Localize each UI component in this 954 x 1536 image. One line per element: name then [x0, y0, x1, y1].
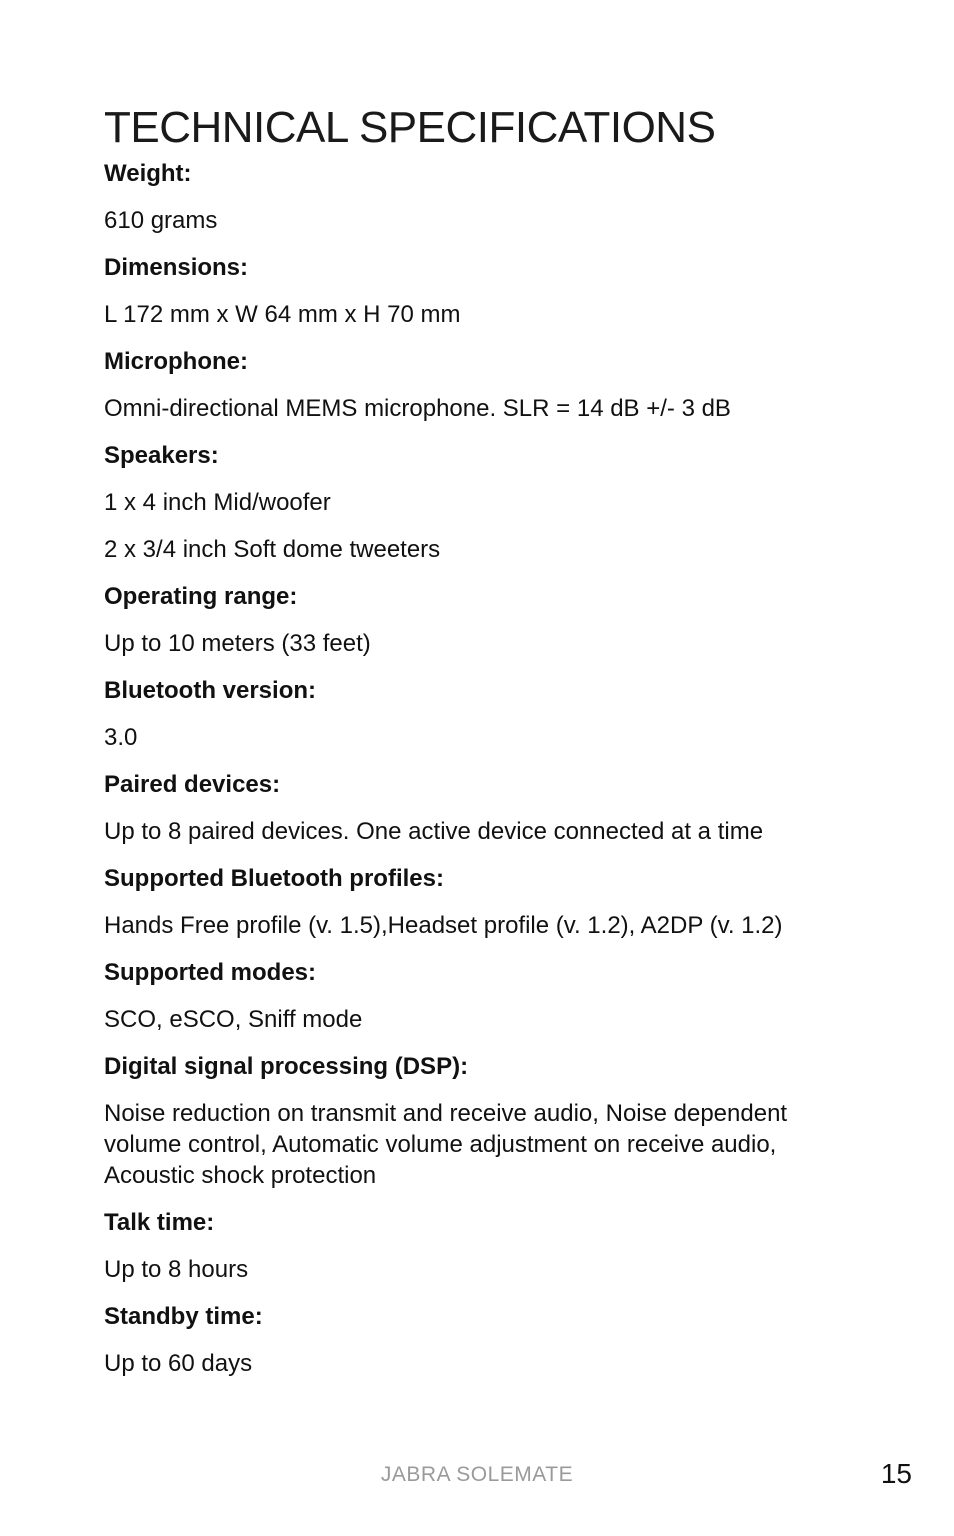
spec-label: Bluetooth version: — [104, 677, 317, 704]
spec-bluetooth-version — [104, 675, 864, 753]
spec-microphone — [104, 346, 864, 424]
spec-value: Noise reduction on transmit and receive audio, Noise dependent volume control, Automatic volume adjustment on receive audio, Acoustic shock protection — [104, 1100, 788, 1189]
spec-value: Up to 60 days — [104, 1350, 253, 1377]
spec-value: 1 x 4 inch Mid/woofer — [104, 489, 331, 516]
spec-value: 2 x 3/4 inch Soft dome tweeters — [104, 536, 441, 563]
page-title: TECHNICAL SPECIFICATIONS — [104, 103, 716, 152]
spec-value: Up to 8 paired devices. One active device connected at a time — [104, 818, 764, 845]
spec-bluetooth-profiles — [104, 863, 864, 941]
spec-value: Up to 8 hours — [104, 1256, 249, 1283]
spec-weight — [104, 158, 864, 236]
spec-operating-range — [104, 581, 864, 659]
spec-value: 610 grams — [104, 207, 218, 234]
spec-value: 3.0 — [104, 724, 138, 751]
spec-value: SCO, eSCO, Sniff mode — [104, 1006, 363, 1033]
spec-value: Omni-directional MEMS microphone. SLR = 14 dB +/- 3 dB — [104, 395, 731, 422]
spec-label: Supported modes: — [104, 959, 317, 986]
spec-label: Digital signal processing (DSP): — [104, 1053, 469, 1080]
spec-label: Operating range: — [104, 583, 298, 610]
spec-label: Talk time: — [104, 1209, 215, 1236]
spec-label: Microphone: — [104, 348, 248, 375]
spec-paired-devices — [104, 769, 864, 847]
spec-label: Supported Bluetooth profiles: — [104, 865, 444, 892]
spec-supported-modes — [104, 957, 864, 1035]
spec-value: L 172 mm x W 64 mm x H 70 mm — [104, 301, 461, 328]
spec-label: Weight: — [104, 160, 192, 187]
spec-speakers — [104, 440, 864, 565]
spec-label: Paired devices: — [104, 771, 281, 798]
spec-label: Speakers: — [104, 442, 219, 469]
spec-label: Standby time: — [104, 1303, 263, 1330]
spec-dimensions — [104, 252, 864, 330]
spec-standby-time — [104, 1301, 864, 1379]
page-number: 15 — [880, 1458, 912, 1489]
spec-label: Dimensions: — [104, 254, 249, 281]
footer-brand: JABRA SOLEMATE — [380, 1463, 574, 1486]
spec-value: Hands Free profile (v. 1.5),Headset profile (v. 1.2), A2DP (v. 1.2) — [104, 912, 783, 939]
spec-dsp — [104, 1051, 864, 1191]
content-area — [104, 100, 864, 1395]
spec-talk-time — [104, 1207, 864, 1285]
spec-value: Up to 10 meters (33 feet) — [104, 630, 371, 657]
